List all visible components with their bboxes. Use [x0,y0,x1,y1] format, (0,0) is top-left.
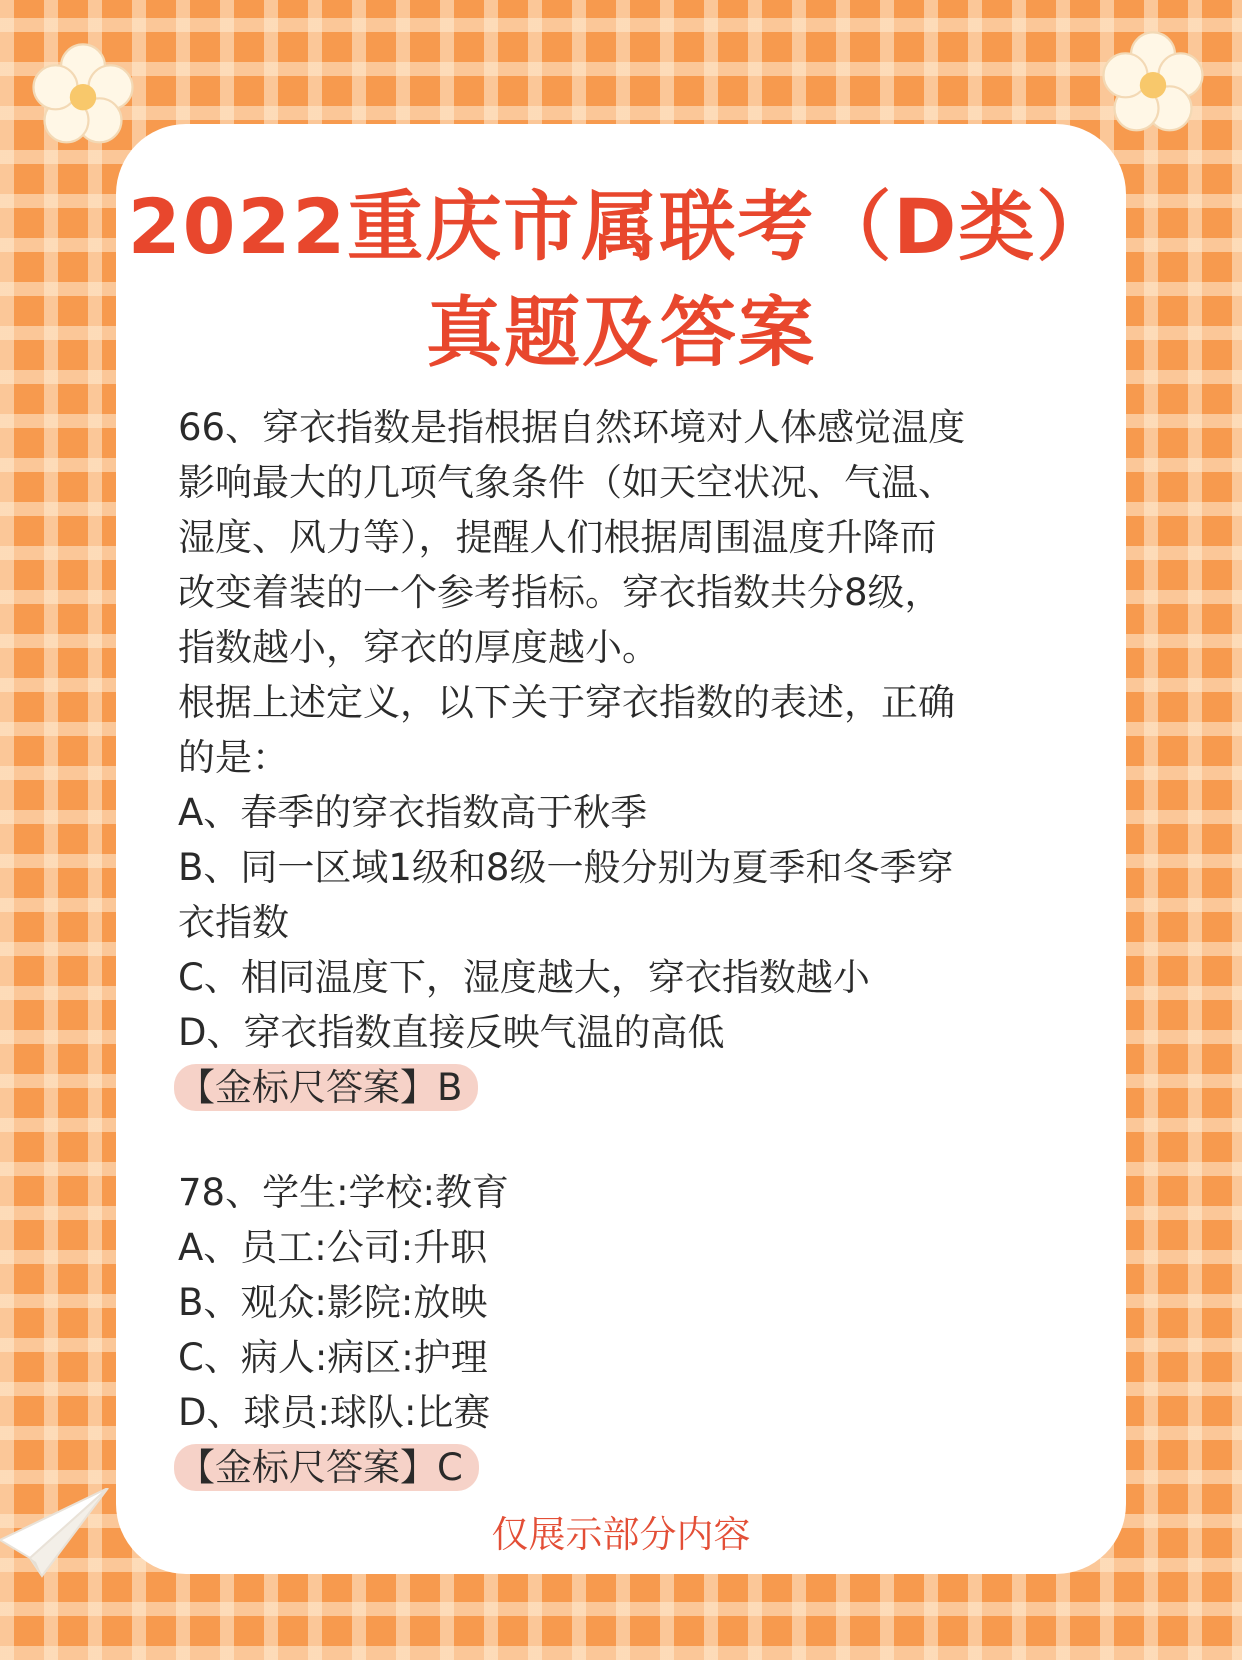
footer-note: 仅展示部分内容 [491,1513,751,1556]
flower-icon-left [28,40,138,150]
question-stem: 78、学生:学校:教育 [178,1171,510,1214]
question-text-line: 改变着装的一个参考指标。穿衣指数共分8级， [178,571,942,614]
flower-icon-right [1098,28,1208,138]
option-line: 衣指数 [178,901,289,944]
question-text-line: 根据上述定义，以下关于穿衣指数的表述，正确 [178,681,955,724]
question-text-line: 湿度、风力等），提醒人们根据周围温度升降而 [178,516,937,559]
option-line: A、春季的穿衣指数高于秋季 [178,791,648,834]
spacer [178,1115,1038,1165]
question-66 [178,400,1038,1115]
page-title-line2: 真题及答案 [426,288,816,377]
paper-plane-icon [0,1488,115,1578]
question-text-line: 66、穿衣指数是指根据自然环境对人体感觉温度 [178,406,966,449]
option-line: B、同一区域1级和8级一般分别为夏季和冬季穿 [178,846,954,889]
option-line: B、观众:影院:放映 [178,1281,488,1324]
content-card [116,124,1126,1574]
question-text-line: 影响最大的几项气象条件（如天空状况、气温、 [178,461,955,504]
question-text-line: 指数越小，穿衣的厚度越小。 [178,626,659,669]
page-title-line1: 2022重庆市属联考（D类） [127,182,1115,271]
option-line: C、相同温度下，湿度越大，穿衣指数越小 [178,956,870,999]
answer-badge-66: 【金标尺答案】B [174,1064,478,1111]
option-line: A、员工:公司:升职 [178,1226,488,1269]
question-text-line: 的是： [178,736,289,779]
option-line: C、病人:病区:护理 [178,1336,488,1379]
option-line: D、球员:球队:比赛 [178,1391,491,1434]
questions-body [178,400,1038,1495]
option-line: D、穿衣指数直接反映气温的高低 [178,1011,725,1054]
question-78 [178,1165,1038,1495]
answer-badge-78: 【金标尺答案】C [174,1444,479,1491]
